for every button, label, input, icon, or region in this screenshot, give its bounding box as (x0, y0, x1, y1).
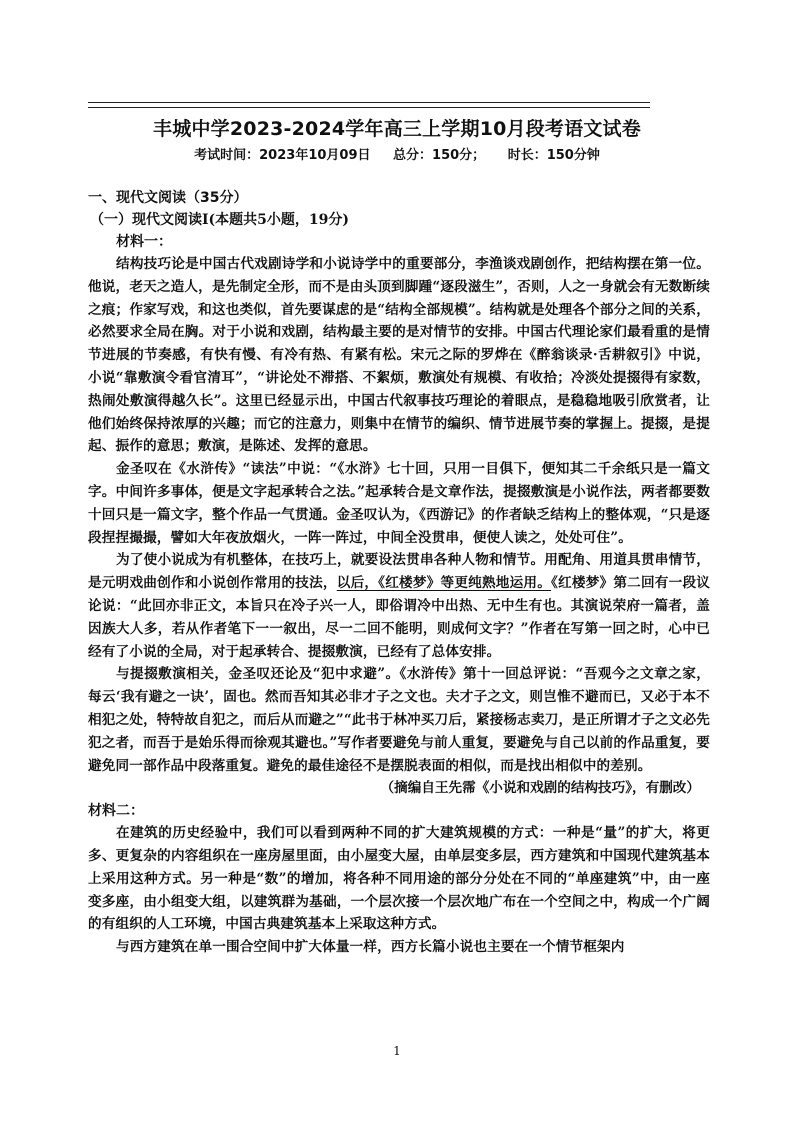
section-heading: 一、现代文阅读（35分） (88, 190, 248, 206)
underlined-sentence: 以后，《红楼梦》等更纯熟地运用。 (336, 575, 552, 592)
document-body (88, 187, 710, 959)
paragraph-3-text-a: 为了使小说成为有机整体，在技巧上，就要设法贯串各种人物和情节。用配角、用道具贯串情节，是元明戏曲创作和小说创作常用的技法， (88, 552, 710, 592)
material2-paragraph-2: 与西方建筑在单一围合空间中扩大体量一样，西方长篇小说也主要在一个情节框架内 (116, 939, 625, 956)
material1-paragraph-4: 与提掇敷演相关，金圣叹还论及“犯中求避”。《水浒传》第十一回总评说：“吾观今之文章之家，每云‘我有避之一诀’，固也。然而吾知其必非才子之文也。夫才子之文，则岂惟不避而已，又必于本不相犯之处，特特故自犯之，而后从而避之”“此书于林冲买刀后，紧接杨志卖刀，是正所谓才子之文必先犯之者，而吾于是始乐得而徐观其避也。”写作者要避免与前人重复，要避免与自己以前的作品重复，要避免同一部作品中段落重复。避免的最佳途径不是摆脱表面的相似，而是找出相似中的差别。 (88, 666, 710, 774)
page-number: 1 (393, 1044, 401, 1058)
total-score: 总分：150分； (393, 148, 486, 163)
exam-meta (0, 144, 794, 163)
material2-paragraph-1: 在建筑的历史经验中，我们可以看到两种不同的扩大建筑规模的方式：一种是“量”的扩大，将更多、更复杂的内容组织在一座房屋里面，由小屋变大屋，由单层变多层，西方建筑和中国现代建筑基本上采用这种方式。另一种是“数”的增加，将各种不同用途的部分分处在不同的“单座建筑”中，由一座变多座，由小组变大组，以建筑群为基础，一个层次接一个层次地广布在一个空间之中，构成一个广阔的有组织的人工环境，中国古典建筑基本上采取这种方式。 (88, 825, 710, 933)
paragraph-3-text-b: 《红楼梦》第二回有一段议论说：“此回亦非正文，本旨只在冷子兴一人，即俗谓冷中出热、无中生有也。其演说荣府一篇者，盖因族大人多，若从作者笔下一一叙出，尽一二回不能明，则成何文字？”作者在写第一回之时，心中已经有了小说的全局，对于起承转合、提掇敷演，已经有了总体安排。 (88, 575, 711, 660)
header-rule-top (88, 102, 650, 103)
material1-paragraph-3 (88, 549, 710, 663)
material1-paragraph-1: 结构技巧论是中国古代戏剧诗学和小说诗学中的重要部分，李渔谈戏剧创作，把结构摆在第一位。他说，老天之造人，是先制定全形，而不是由头顶到脚踵“逐段滋生”，否则，人之一身就会有无数断续之痕；作家写戏，和这也类似，首先要谋虑的是“结构全部规模”。结构就是处理各个部分之间的关系，必然要求全局在胸。对于小说和戏剧，结构最主要的是对情节的安排。中国古代理论家们最看重的是情节进展的节奏感，有快有慢、有冷有热、有紧有松。宋元之际的罗烨在《醉翁谈录·舌耕叙引》中说，小说“靠敷演令看官清耳”，“讲论处不滞搭、不絮烦，敷演处有规模、有收拾；冷淡处提掇得有家数，热闹处敷演得越久长”。这里已经显示出，中国古代叙事技巧理论的着眼点，是稳稳地吸引欣赏者，让他们始终保持浓厚的兴趣；而它的注意力，则集中在情节的编织、情节进展节奏的掌握上。提掇，是提起、振作的意思；敷演，是陈述、发挥的意思。 (88, 256, 710, 455)
material1-source: （摘编自王先霈《小说和戏剧的结构技巧》，有删改） (380, 780, 700, 797)
exam-title: 丰城中学2023-2024学年高三上学期10月段考语文试卷 (153, 118, 641, 140)
material2-label: 材料二： (88, 803, 144, 820)
material1-paragraph-2: 金圣叹在《水浒传》“读法”中说：“《水浒》七十回，只用一目俱下，便知其二千余纸只是一篇文字。中间许多事体，便是文字起承转合之法。”起承转合是文章作法，提掇敷演是小说作法，两者都要数十回只是一篇文字，整个作品一气贯通。金圣叹认为，《西游记》的作者缺乏结构上的整体观，“只是逐段捏捏撮撮，譬如大年夜放烟火，一阵一阵过，中间全没贯串，便使人读之，处处可住”。 (88, 461, 710, 546)
exam-duration: 时长：150分钟 (507, 148, 600, 163)
exam-time: 考试时间：2023年10月09日 (194, 148, 371, 163)
subsection-heading: （一）现代文阅读Ⅰ(本题共5小题，19分) (90, 212, 350, 228)
material1-label: 材料一： (116, 234, 172, 250)
header-rule-bottom (88, 107, 650, 108)
